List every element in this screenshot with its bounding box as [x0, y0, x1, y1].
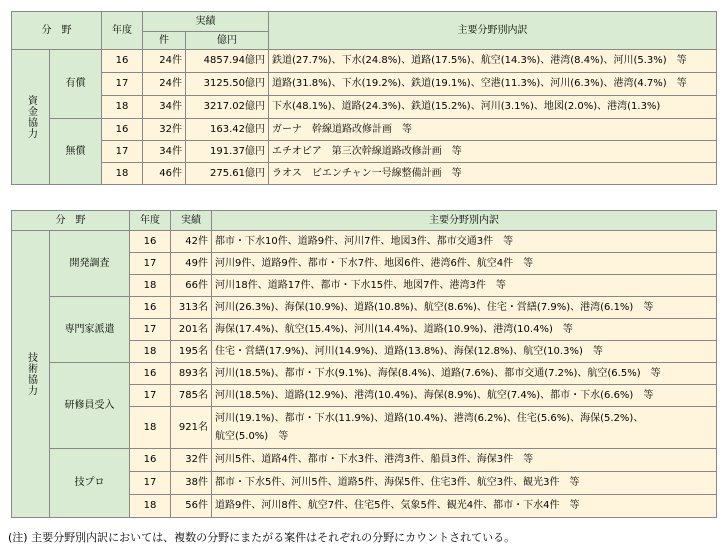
table-cell-year: 17 [102, 141, 143, 163]
table-cell-year: 18 [102, 96, 143, 119]
table-cell-result: 38件 [171, 472, 212, 495]
t1-group-name: 有償 [50, 50, 102, 119]
table-cell-breakdown: 河川5件、道路4件、都市・下水3件、港湾3件、船員3件、海保3件 等 [212, 449, 717, 472]
table-cell-result: 893名 [171, 363, 212, 385]
table-cell-year: 18 [130, 495, 171, 518]
breakdown-line-2: 航空(5.0%) 等 [215, 430, 289, 442]
t2-group-name: 研修員受入 [50, 363, 130, 449]
table-cell-breakdown: 住宅・営繕(17.9%)、河川(14.9%)、道路(13.8%)、海保(12.8%)、航空(10.3%) 等 [212, 341, 717, 363]
table-cell-breakdown: 道路9件、河川8件、航空7件、住宅5件、気象5件、観光4件、都市・下水4件 等 [212, 495, 717, 518]
table-cell-breakdown: 海保(17.4%)、航空(15.4%)、河川(14.4%)、道路(10.9%)、港湾(10.4%) 等 [212, 319, 717, 341]
t2-header-breakdown: 主要分野別内訳 [212, 211, 717, 231]
table-cell-year: 17 [130, 253, 171, 275]
table-cell-result: 921名 [171, 407, 212, 449]
t2-category: 技術協力 [12, 231, 50, 518]
footnote: (注) 主要分野別内訳においては、複数の分野にまたがる案件はそれぞれの分野にカウントされている。 [8, 531, 516, 544]
table-cell-year: 17 [102, 73, 143, 96]
table-cell-amount: 163.42億円 [186, 119, 269, 141]
t2-header-year: 年度 [130, 211, 171, 231]
table-cell-result: 32件 [171, 449, 212, 472]
table-cell-breakdown: 河川(18.5%)、都市・下水(9.1%)、海保(8.4%)、道路(7.6%)、都市交通(7.2%)、航空(6.5%) 等 [212, 363, 717, 385]
table-cell-result: 785名 [171, 385, 212, 407]
table-cell-breakdown: ガーナ 幹線道路改修計画 等 [269, 119, 717, 141]
table-cell-breakdown: 河川9件、道路9件、都市・下水7件、地図6件、港湾6件、航空4件 等 [212, 253, 717, 275]
table-cell-amount: 275.61億円 [186, 163, 269, 185]
table-cell-breakdown [212, 407, 717, 449]
table-cell-year: 16 [130, 449, 171, 472]
table-cell-breakdown: 道路(31.8%)、下水(19.2%)、鉄道(19.1%)、空港(11.3%)、河川(6.3%)、港湾(4.7%) 等 [269, 73, 717, 96]
t1-header-breakdown: 主要分野別内訳 [269, 12, 717, 50]
t1-header-field: 分 野 [12, 12, 102, 50]
table-cell-result: 42件 [171, 231, 212, 253]
table-cell-year: 16 [130, 231, 171, 253]
table-cell-amount: 191.37億円 [186, 141, 269, 163]
table-cell-count: 46件 [143, 163, 186, 185]
financial-cooperation-table [11, 11, 717, 185]
t2-header-field: 分 野 [12, 211, 130, 231]
table-cell-year: 16 [102, 50, 143, 73]
table-cell-amount: 4857.94億円 [186, 50, 269, 73]
table-cell-year: 16 [102, 119, 143, 141]
table-cell-year: 18 [130, 407, 171, 449]
table-cell-result: 56件 [171, 495, 212, 518]
t2-group-name: 開発調査 [50, 231, 130, 297]
technical-cooperation-table [11, 210, 717, 518]
t1-category: 資金協力 [12, 50, 50, 185]
table-cell-year: 18 [130, 275, 171, 297]
table-cell-breakdown: 河川(26.3%)、海保(10.9%)、道路(10.8%)、航空(8.6%)、住宅・営繕(7.9%)、港湾(6.1%) 等 [212, 297, 717, 319]
t1-header-count: 件 [143, 32, 186, 50]
t2-group-name: 専門家派遣 [50, 297, 130, 363]
table-cell-amount: 3125.50億円 [186, 73, 269, 96]
t2-header-results: 実績 [171, 211, 212, 231]
t1-header-year: 年度 [102, 12, 143, 50]
breakdown-line-1: 河川(19.1%)、都市・下水(11.9%)、道路(10.4%)、港湾(6.2%)、住宅(5.6%)、海保(5.2%)、 [215, 412, 644, 424]
table-cell-result: 201名 [171, 319, 212, 341]
table-cell-breakdown: 河川(18.5%)、道路(12.9%)、港湾(10.4%)、海保(8.9%)、航空(7.4%)、都市・下水(6.6%) 等 [212, 385, 717, 407]
table-cell-result: 66件 [171, 275, 212, 297]
table-cell-count: 24件 [143, 73, 186, 96]
table-cell-breakdown: 鉄道(27.7%)、下水(24.8%)、道路(17.5%)、航空(14.3%)、港湾(8.4%)、河川(5.3%) 等 [269, 50, 717, 73]
t1-header-results: 実績 [143, 12, 269, 32]
table-cell-year: 17 [130, 472, 171, 495]
table-cell-breakdown: 下水(48.1%)、道路(24.3%)、鉄道(15.2%)、河川(3.1%)、地図(2.0%)、港湾(1.3%) [269, 96, 717, 119]
table-cell-count: 34件 [143, 141, 186, 163]
table-cell-year: 16 [130, 297, 171, 319]
table-cell-year: 18 [102, 163, 143, 185]
t2-group-name: 技プロ [50, 449, 130, 518]
table-cell-breakdown: 河川18件、道路17件、都市・下水15件、地図7件、港湾3件 等 [212, 275, 717, 297]
table-cell-amount: 3217.02億円 [186, 96, 269, 119]
table-cell-breakdown: エチオピア 第三次幹線道路改修計画 等 [269, 141, 717, 163]
table-cell-breakdown: 都市・下水5件、河川5件、道路5件、海保5件、住宅3件、航空3件、観光3件 等 [212, 472, 717, 495]
table-cell-breakdown: ラオス ビエンチャン一号線整備計画 等 [269, 163, 717, 185]
table-cell-count: 24件 [143, 50, 186, 73]
table-cell-year: 16 [130, 363, 171, 385]
table-cell-result: 313名 [171, 297, 212, 319]
t1-group-name: 無償 [50, 119, 102, 185]
table-cell-year: 18 [130, 341, 171, 363]
t1-header-amount: 億円 [186, 32, 269, 50]
table-cell-year: 17 [130, 319, 171, 341]
table-cell-result: 195名 [171, 341, 212, 363]
table-cell-breakdown: 都市・下水10件、道路9件、河川7件、地図3件、都市交通3件 等 [212, 231, 717, 253]
table-cell-count: 34件 [143, 96, 186, 119]
table-cell-result: 49件 [171, 253, 212, 275]
table-cell-count: 32件 [143, 119, 186, 141]
table-cell-year: 17 [130, 385, 171, 407]
